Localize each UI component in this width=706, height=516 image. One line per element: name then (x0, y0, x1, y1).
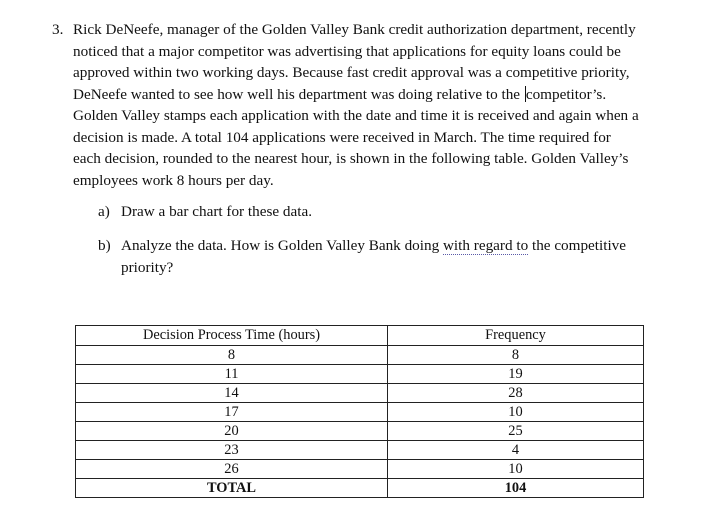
question-line: employees work 8 hours per day. (73, 171, 274, 189)
table-row (76, 460, 644, 479)
question-line: Golden Valley stamps each application with the date and time it is received and again when a (73, 107, 639, 124)
table-header-row (76, 326, 644, 346)
column-header-time: Decision Process Time (hours) (76, 326, 388, 346)
table-row (76, 441, 644, 460)
question-line-with-cursor (73, 84, 685, 106)
cell-frequency: 8 (388, 346, 644, 365)
question-line: decision is made. A total 104 applications were received in March. The time required for (73, 128, 611, 146)
total-value: 104 (388, 479, 644, 498)
question-line: each decision, rounded to the nearest hour, is shown in the following table. Golden Valley’s (73, 150, 629, 167)
question-line: Rick DeNeefe, manager of the Golden Valley Bank credit authorization department, recently (73, 21, 636, 38)
question-number: 3. (52, 21, 64, 38)
text-segment: the competitive (528, 237, 627, 254)
subquestion-text: Draw a bar chart for these data. (121, 203, 313, 220)
table-row (76, 422, 644, 441)
table-row (76, 365, 644, 384)
table-row (76, 346, 644, 365)
cell-time: 23 (76, 441, 388, 460)
cell-frequency: 28 (388, 384, 644, 403)
frequency-table (75, 325, 644, 498)
cell-time: 8 (76, 346, 388, 365)
column-header-frequency: Frequency (388, 326, 644, 346)
table-total-row (76, 479, 644, 498)
line-segment: DeNeefe wanted to see how well his department was doing relative to the (73, 85, 524, 103)
total-label: TOTAL (76, 479, 388, 498)
cell-frequency: 19 (388, 365, 644, 384)
text-segment: Analyze the data. How is Golden Valley Bank doing (121, 237, 443, 254)
cell-frequency: 10 (388, 460, 644, 479)
cell-frequency: 10 (388, 403, 644, 422)
cell-time: 20 (76, 422, 388, 441)
question-text (73, 19, 685, 191)
cell-frequency: 25 (388, 422, 644, 441)
cell-time: 26 (76, 460, 388, 479)
table-row (76, 384, 644, 403)
subquestion-label: b) (98, 237, 111, 254)
cell-frequency: 4 (388, 441, 644, 460)
subquestion-label: a) (98, 203, 110, 220)
grammar-underline[interactable]: with regard to (442, 237, 529, 254)
cell-time: 14 (76, 384, 388, 403)
question-line: approved within two working days. Because fast credit approval was a competitive priority, (73, 64, 630, 81)
subquestion-text (121, 235, 626, 278)
question-line: noticed that a major competitor was advertising that applications for equity loans could be (73, 42, 621, 60)
line-segment: competitor’s. (525, 85, 607, 103)
table-row (76, 403, 644, 422)
text-segment: priority? (121, 258, 174, 276)
cell-time: 11 (76, 365, 388, 384)
cell-time: 17 (76, 403, 388, 422)
